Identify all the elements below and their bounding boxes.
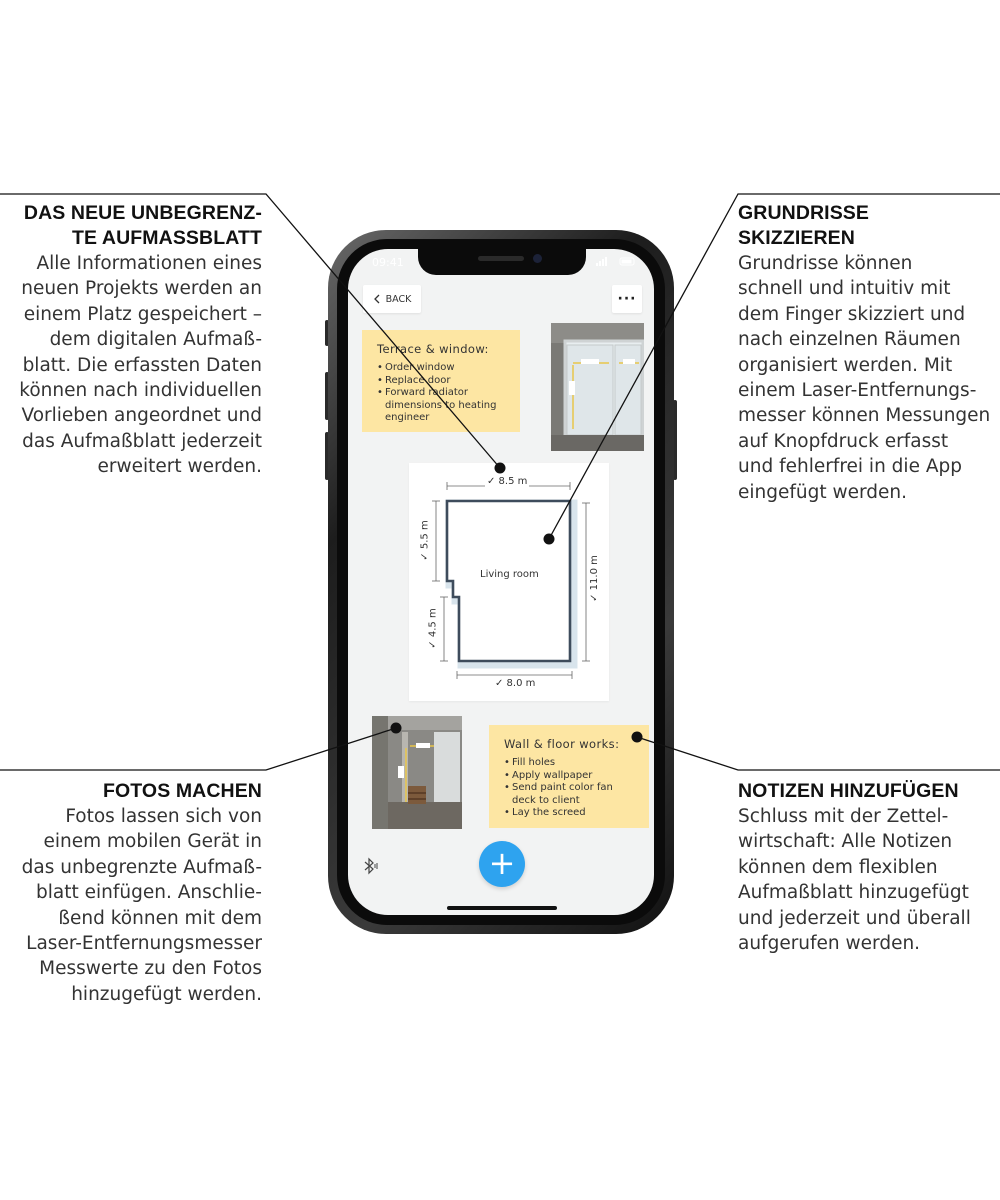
status-indicators	[596, 257, 636, 270]
floorplan-drawing	[409, 463, 609, 701]
front-camera	[533, 254, 542, 263]
note-title: Terrace & window:	[377, 342, 489, 356]
note-list	[504, 757, 649, 820]
list-item: • Order window	[377, 362, 520, 375]
list-item: • Lay the screed	[504, 807, 649, 820]
bluetooth-icon	[363, 857, 379, 875]
note-title: Wall & floor works:	[504, 737, 620, 751]
photo-wall[interactable]	[372, 716, 462, 829]
note-list	[377, 362, 520, 425]
bluetooth-button[interactable]	[363, 857, 379, 875]
dimension-left-upper[interactable]: ✓ 5.5 m	[419, 520, 431, 561]
phone-speaker	[478, 256, 524, 261]
signal-battery-icon	[596, 257, 636, 267]
callout-title: NOTIZEN HINZUFÜGEN	[738, 780, 959, 802]
room-label[interactable]: Living room	[480, 569, 539, 580]
add-button[interactable]	[479, 841, 525, 887]
more-icon: ···	[617, 291, 637, 307]
list-item: • Fill holes	[504, 757, 649, 770]
callout-unbegrenztes-aufmassblatt	[0, 201, 262, 480]
window-photo-image	[551, 323, 644, 451]
list-item: • Apply wallpaper	[504, 770, 649, 783]
status-time: 09:41	[372, 256, 404, 269]
callout-body: Fotos lassen sich von einem mobilen Gerät in das unbegrenzte Aufmaß- blatt einfügen. Anschlie- ßend können mit dem Laser-Entfernungsmesser Messwerte zu den Fotos hinzugefügt werden.	[21, 806, 262, 1005]
plus-icon: +	[488, 844, 516, 882]
callout-body: Grundrisse können schnell und intuitiv mit dem Finger skizziert und nach einzelnen Räumen organisiert werden. Mit einem Laser-Entfernungs- messer können Messungen auf Knopfdruck erfasst und fehlerfrei in die App eingefügt werden.	[738, 253, 991, 503]
callout-fotos-machen	[0, 779, 262, 1007]
phone-notch	[418, 249, 586, 275]
more-options-button[interactable]	[612, 285, 642, 313]
callout-grundrisse-skizzieren	[738, 201, 1000, 505]
floorplan-card[interactable]	[409, 463, 609, 701]
photo-window[interactable]	[551, 323, 644, 451]
dimension-left-lower[interactable]: ✓ 4.5 m	[427, 608, 439, 649]
callout-body: Schluss mit der Zettel- wirtschaft: Alle Notizen können dem flexiblen Aufmaßblatt hinzugefügt und jederzeit und überall aufgerufen werden.	[738, 806, 971, 955]
list-item: • Send paint color fan	[504, 782, 649, 795]
sticky-note-wall-floor[interactable]	[489, 725, 649, 828]
callout-notizen-hinzufuegen	[738, 779, 1000, 956]
list-item-continuation: engineer	[385, 412, 430, 424]
dimension-right[interactable]: ✓ 11.0 m	[588, 555, 600, 602]
list-item-continuation: deck to client	[512, 794, 580, 806]
back-button-label: BACK	[385, 293, 412, 305]
callout-body: Alle Informationen eines neuen Projekts werden an einem Platz gespeichert – dem digitalen Aufmaß- blatt. Die erfassten Daten können nach individuellen Vorlieben angeordnet und das Aufmaßblatt jederzeit erweitert werden.	[19, 253, 262, 478]
list-item-continuation: dimensions to heating	[385, 399, 497, 411]
callout-title: GRUNDRISSE SKIZZIEREN	[738, 202, 870, 249]
dimension-top[interactable]: ✓ 8.5 m	[487, 476, 528, 487]
list-item: • Forward radiator	[377, 387, 520, 400]
dimension-bottom[interactable]: ✓ 8.0 m	[495, 678, 536, 689]
callout-title: FOTOS MACHEN	[102, 780, 262, 802]
wall-photo-image	[372, 716, 462, 829]
callout-title: DAS NEUE UNBEGRENZ- TE AUFMASSBLATT	[23, 202, 262, 249]
sticky-note-terrace-window[interactable]	[362, 330, 520, 432]
list-item: • Replace door	[377, 375, 520, 388]
back-button[interactable]	[363, 285, 421, 313]
chevron-left-icon	[373, 294, 380, 304]
home-indicator[interactable]	[447, 906, 557, 910]
